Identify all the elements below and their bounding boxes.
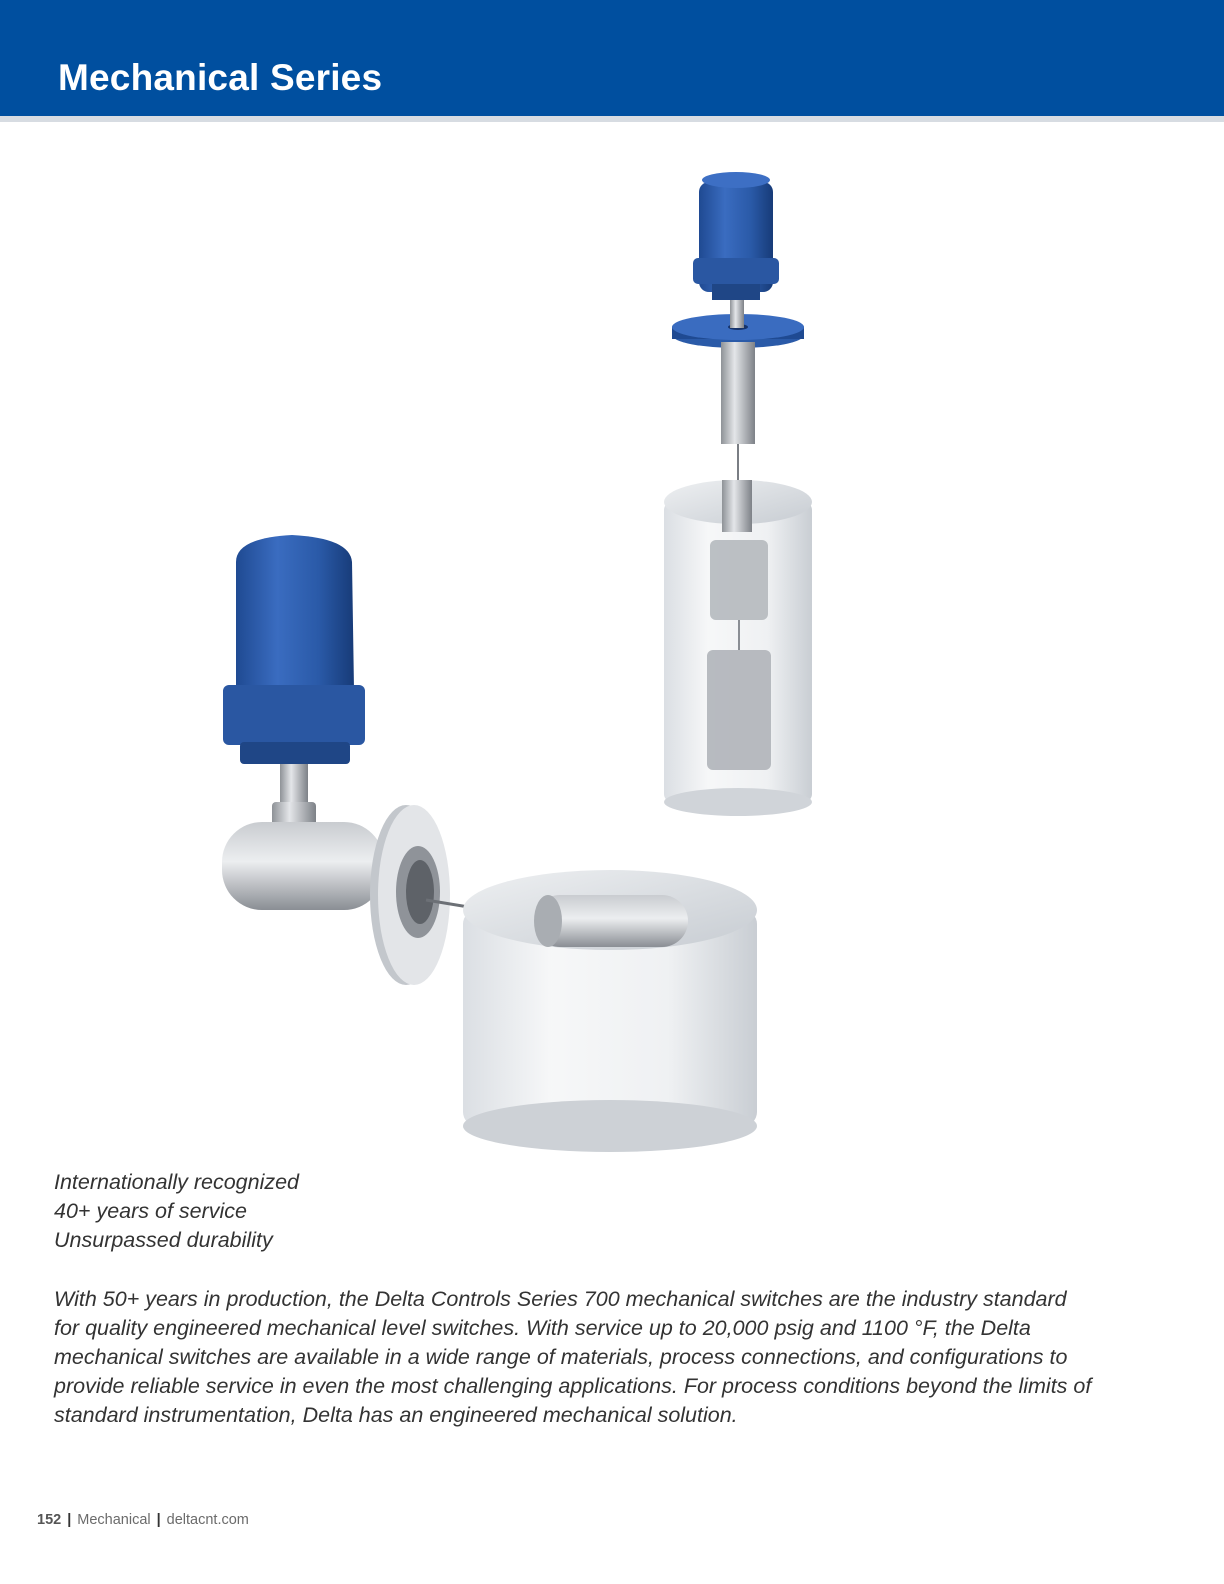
highlight-item: Internationally recognized [54,1170,300,1194]
page-number: 152 [37,1512,62,1528]
intro-paragraph: With 50+ years in production, the Delta Controls Series 700 mechanical switches are the industry standard for quality engineered mechanical level switches. With service up to 20,000 psig and 1100 °F, the Delta mechanical switches are available in a wide range of materials, process connections, and configurations to provide reliable service in even the most challenging applications. For process conditions beyond the limits of standard instrumentation, Delta has an engineered mechanical solution. [54,1287,1092,1427]
highlight-item: Unsurpassed durability [54,1228,273,1252]
page-footer [37,1512,249,1528]
footer-section: Mechanical [77,1512,151,1528]
vertical-level-switch [664,172,812,816]
footer-website[interactable]: deltacnt.com [166,1512,249,1528]
footer-separator: | [67,1512,72,1528]
page-title: Mechanical Series [58,57,383,98]
footer-separator: | [156,1512,161,1528]
header-divider [0,116,1224,122]
highlight-item: 40+ years of service [54,1199,247,1223]
highlights-list [54,1168,299,1255]
product-illustration [0,130,1224,1160]
